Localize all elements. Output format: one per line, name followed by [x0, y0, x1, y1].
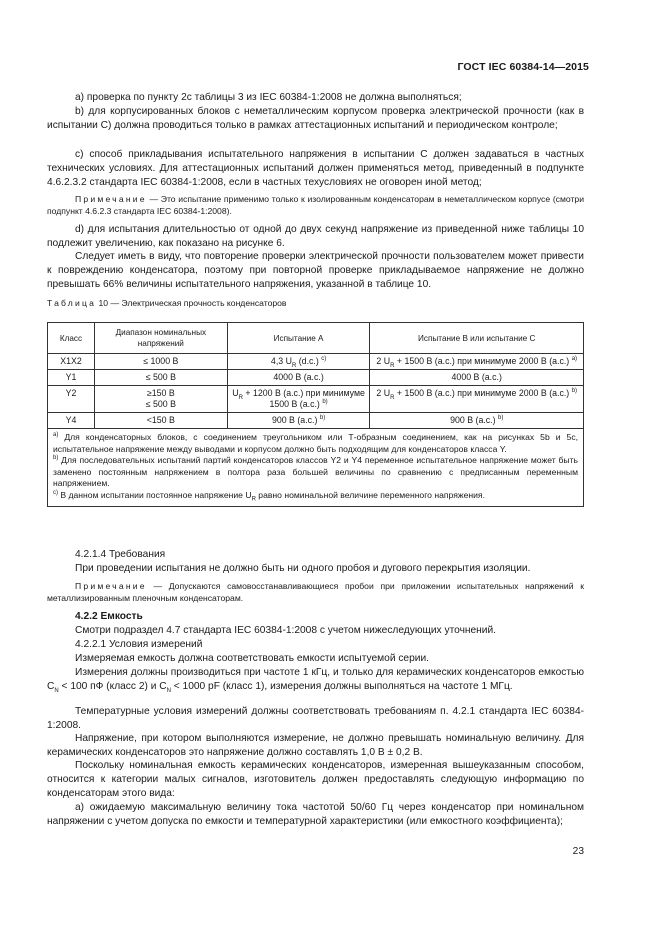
table-row — [48, 370, 584, 386]
note-2-text: — Допускаются самовосстанавливающиеся пробои при приложении испытательных напряжений к металлизированным пленочным конденсаторам. — [47, 581, 584, 603]
cell-test-bc: 2 $U_R + 1500$ В (а.с.) при минимуме 2000 В (а.с.) $^{b)}$ — [370, 386, 584, 413]
paragraph-frequency: Измерения должны производиться при частоте 1 кГц, и только для керамических конденсаторов емкостью $C_N < 100$ пФ (класс 2) и $C_N < 1000$ pF (класс 1), измерения должны выполняться на частоте 1 МГц. — [47, 667, 584, 695]
paragraph-capacitance: Измеряемая емкость должна соответствовать емкости испытуемой серии. — [75, 653, 429, 664]
table-caption — [47, 297, 286, 309]
table-row — [48, 413, 584, 429]
table-header-row — [48, 323, 584, 354]
note-1-text: — Это испытание применимо только к изолированным конденсаторам в неметаллическом корпусе (смотри подпункт 4.6.2.3 стандарта IEC 60384-1:2008). — [47, 194, 584, 216]
page-number: 23 — [572, 846, 584, 857]
section-4-2-2-title: 4.2.2 Емкость — [75, 611, 143, 622]
footnote-c: $^{c)}$ В данном испытании постоянное напряжение $U_R$ равно номинальной величине переменного напряжения. — [53, 489, 485, 503]
cell-test-a: 900 В (а.с.) $^{b)}$ — [227, 413, 370, 429]
warning-paragraph: Следует иметь в виду, что повторение проверки электрической прочности пользователем может привести к повреждению конденсатора, поэтому при повторной проверке прикладываемое напряжение не должно превышать 66% величины испытательного напряжения, указанной в таблице 10. — [47, 251, 584, 291]
note-2-label: Примечание — [75, 581, 147, 591]
cell-test-bc: 2 $U_R + 1500$ В (а.с.) при минимуме 2000 В (а.с.) $^{a)}$ — [370, 354, 584, 370]
document-header: ГОСТ IEC 60384-14—2015 — [457, 61, 589, 73]
cell-class: Y4 — [48, 413, 95, 429]
cell-range: ≥150 В ≤ 500 В — [94, 386, 227, 413]
note-1-label: Примечание — [75, 194, 147, 204]
item-c: с) способ прикладывания испытательного напряжения в испытании С должен задаваться в частных технических условиях. Для аттестационных испытаний должен применяться метод, приведенный в подпункте 4.6.2.3.2 стандарта IEC 60384-1:2008, если в частных техусловиях не оговорен иной метод; — [47, 149, 584, 189]
header-class: Класс — [48, 323, 95, 354]
footnote-a: $^{a)}$ Для конденсаторных блоков, с соединением треугольником или Т-образным соединением, как на рисунках 5b и 5с, испытательное напряжение между выводами и корпусом должно быть подходящим для конденсаторов класса Y. — [53, 432, 578, 454]
section-4-2-1-4-text: При проведении испытания не должно быть ни одного пробоя и дугового перекрытия изоляции. — [75, 563, 531, 574]
cell-test-bc: 4000 В (а.с.) — [370, 370, 584, 386]
cell-class: X1X2 — [48, 354, 95, 370]
footnote-b: $^{b)}$ Для последовательных испытаний партий конденсаторов классов Y2 и Y4 переменное испытательное напряжение может быть заменено постоянным напряжением в полтора раза большей величины по сравнению с предписанным переменным напряжением. — [53, 455, 578, 489]
cell-range: ≤ 1000 В — [94, 354, 227, 370]
table-10 — [47, 322, 584, 507]
item-a-current: а) ожидаемую максимальную величину тока частотой 50/60 Гц через конденсатор при номинальном напряжении с учетом допуска по емкости и температурной характеристики (или емкостного коэффициента); — [47, 802, 584, 828]
cell-test-bc: 900 В (а.с.) $^{b)}$ — [370, 413, 584, 429]
section-4-2-1-4-title: 4.2.1.4 Требования — [75, 549, 166, 560]
cell-test-a: 4,3 $U_R$ (d.c.) $^{c)}$ — [227, 354, 370, 370]
section-4-2-2-text: Смотри подраздел 4.7 стандарта IEC 60384-1:2008 с учетом нижеследующих уточнений. — [75, 625, 497, 636]
table-footnotes — [48, 429, 584, 507]
table-caption-label: Таблица — [47, 298, 97, 308]
header-test-a: Испытание А — [227, 323, 370, 354]
note-2 — [47, 580, 584, 604]
table-caption-text: 10 — Электрическая прочность конденсаторов — [96, 298, 287, 308]
paragraph-voltage: Напряжение, при котором выполняются измерение, не должно превышать номинальную величину. Для керамических конденсаторов это напряжение должно составлять 1,0 В ± 0,2 В. — [47, 733, 584, 759]
item-d: d) для испытания длительностью от одной до двух секунд напряжение из приведенной ниже таблицы 10 подлежит увеличению, как показано на рисунке 6. — [47, 224, 584, 250]
table-footnotes-row — [48, 429, 584, 507]
item-b: b) для корпусированных блоков с неметаллическим корпусом проверка электрической прочности (как в испытании С) должна проводиться только в рамках аттестационных испытаний и периодическом контроле; — [47, 106, 584, 132]
cell-class: Y2 — [48, 386, 95, 413]
cell-range: ≤ 500 В — [94, 370, 227, 386]
cell-class: Y1 — [48, 370, 95, 386]
cell-test-a: 4000 В (а.с.) — [227, 370, 370, 386]
header-voltage-range: Диапазон номинальных напряжений — [94, 323, 227, 354]
note-1 — [47, 193, 584, 217]
table-row — [48, 354, 584, 370]
paragraph-ceramic: Поскольку номинальная емкость керамических конденсаторов, измеренная вышеуказанным способом, относится к категории малых сигналов, изготовитель должен предоставлять следующую информацию по конденсаторам этого вида: — [47, 760, 584, 800]
cell-test-a: $U_R + 1200$ В (а.с.) при минимуме 1500 В (а.с.) $^{b)}$ — [227, 386, 370, 413]
paragraph-temperature: Температурные условия измерений должны соответствовать требованиям п. 4.2.1 стандарта IEC 60384-1:2008. — [47, 706, 584, 732]
table-row — [48, 386, 584, 413]
cell-range: <150 В — [94, 413, 227, 429]
item-a: а) проверка по пункту 2с таблицы 3 из IEC 60384-1:2008 не должна выполняться; — [75, 92, 462, 103]
section-4-2-2-1-title: 4.2.2.1 Условия измерений — [75, 639, 203, 650]
header-test-bc: Испытание В или испытание С — [370, 323, 584, 354]
